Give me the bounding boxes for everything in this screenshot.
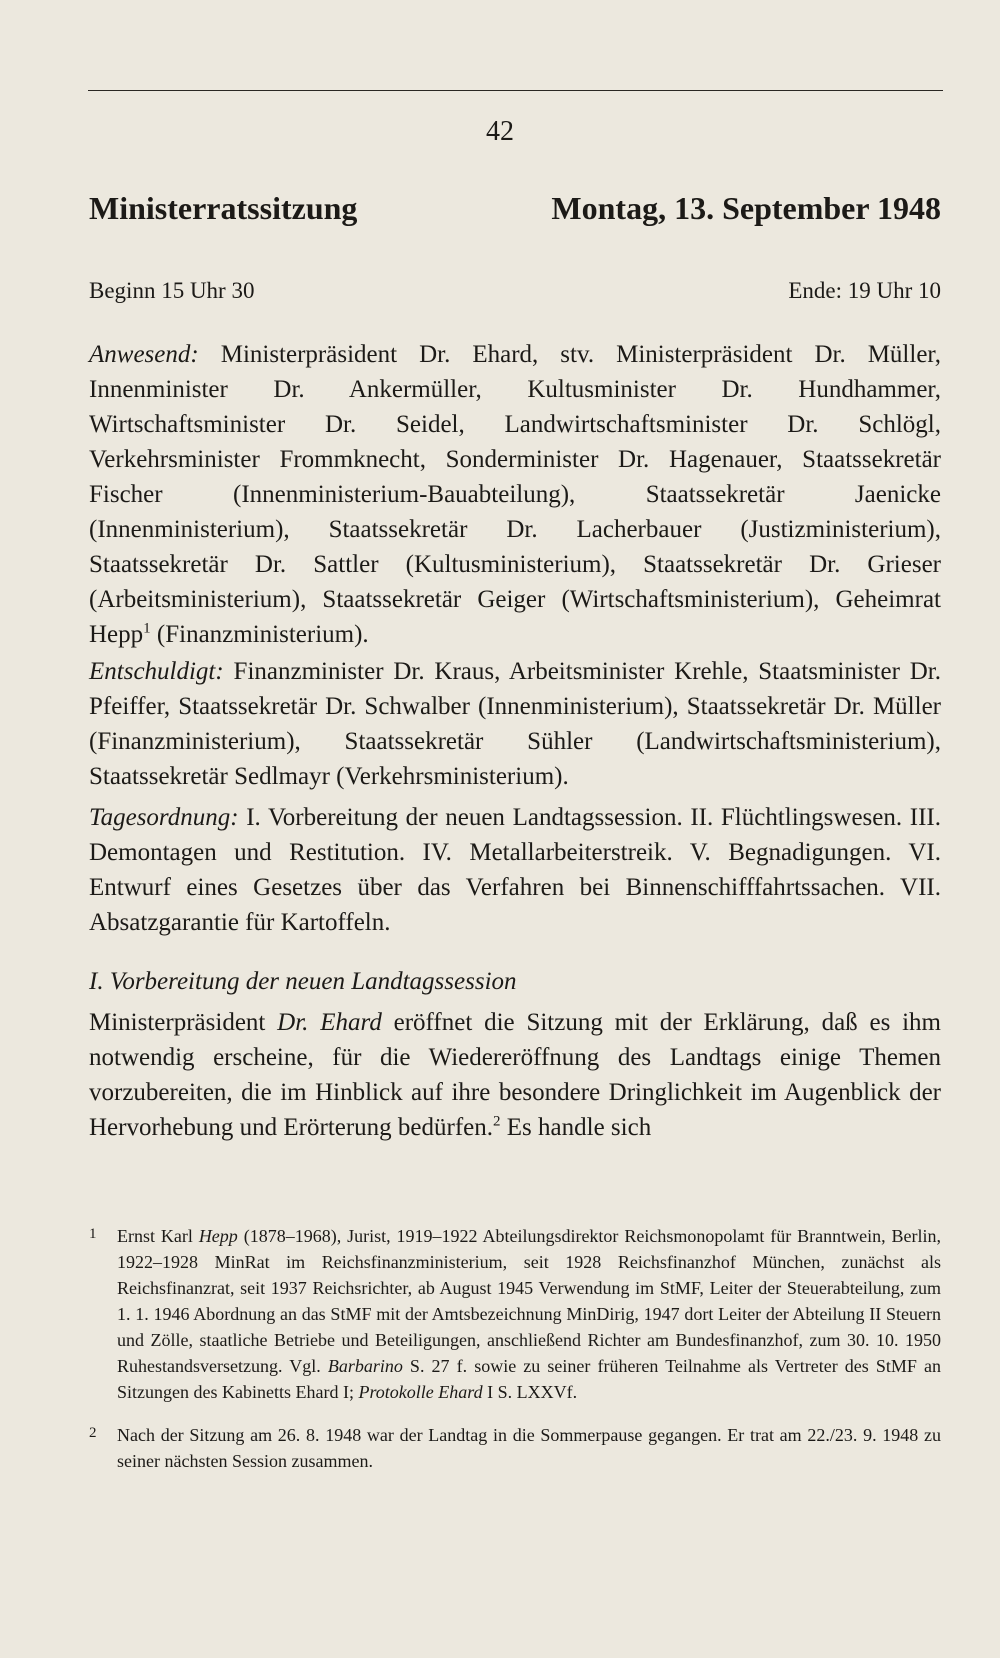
- session-header: [89, 186, 941, 230]
- paragraph-mid: eröffnet die Sitzung mit der Erklärung, daß es ihm notwendig erscheine, für die Wiedereröffnung des Landtags einige Themen vorzubereiten, die im Hinblick auf ihre besondere Dringlichkeit im Augenblick der Hervorhebung und Erörterung bedürfen.: [89, 1009, 941, 1141]
- footnote-part: (1878–1968), Jurist, 1919–1922 Abteilungsdirektor Reichsmonopolamt für Branntwein, Berlin, 1922–1928 MinRat im Reichsfinanzministerium, seit 1928 Reichsfinanzhof München, zunächst als Reichsfinanzrat, seit 1937 Reichsrichter, ab August 1945 Verwendung im StMF, Leiter der Steuerabteilung, zum 1. 1. 1946 Abordnung an das StMF mit der Amtsbezeichnung MinDirig, 1947 dort Leiter der Abteilung II Steuern und Zölle, staatliche Betriebe und Beteiligungen, anschließend Richter am Bundesfinanzhof, zum 30. 10. 1950 Ruhestandsversetzung. Vgl.: [117, 1226, 942, 1376]
- agenda-text: I. Vorbereitung der neuen Landtagssession. II. Flüchtlingswesen. III. Demontagen und Restitution. IV. Metallarbeiterstreik. V. Begnadigungen. VI. Entwurf eines Gesetzes über das Verfahren bei Binnenschifffahrtssachen. VII. Absatzgarantie für Kartoffeln.: [89, 804, 941, 936]
- section-heading: I. Vorbereitung der neuen Landtagssession: [89, 968, 517, 995]
- present-text: Ministerpräsident Dr. Ehard, stv. Ministerpräsident Dr. Müller, Innenminister Dr. Ankermüller, Kultusminister Dr. Hundhammer, Wirtschaftsminister Dr. Seidel, Landwirtschaftsminister Dr. Schlögl, Verkehrsminister Frommknecht, Sonderminister Dr. Hagenauer, Staatssekretär Fischer (Innenministerium-Bauabteilung), Staatssekretär Jaenicke (Innenministerium), Staatssekretär Dr. Lacherbauer (Justizministerium), Staatssekretär Dr. Sattler (Kultusministerium), Staatssekretär Dr. Grieser (Arbeitsministerium), Staatssekretär Geiger (Wirtschaftsministerium), Geheimrat Hepp: [89, 341, 941, 648]
- footnote-ref-1: 1: [143, 620, 151, 637]
- paragraph-start: Ministerpräsident: [89, 1009, 278, 1036]
- agenda-label: Tagesordnung:: [89, 804, 239, 831]
- footnote-number: 2: [89, 1425, 97, 1441]
- footnote-part: Ernst Karl: [117, 1226, 199, 1246]
- footnote-italic-name: Hepp: [198, 1226, 238, 1246]
- header-rule: [88, 90, 943, 91]
- agenda: [89, 800, 941, 940]
- footnote-1: [89, 1223, 941, 1405]
- session-title: Ministerratssitzung: [89, 190, 358, 226]
- footnote-italic-ref: Protokolle Ehard: [358, 1382, 483, 1402]
- session-date: Montag, 13. September 1948: [551, 190, 941, 226]
- page-number: 42: [486, 116, 514, 147]
- footnote-text: [117, 1223, 941, 1405]
- footnote-italic-ref: Barbarino: [327, 1356, 403, 1376]
- time-row: [89, 276, 941, 306]
- attendance-present: [89, 337, 941, 652]
- present-label: Anwesend:: [89, 341, 199, 368]
- footnote-2: [89, 1422, 941, 1474]
- attendance-excused: [89, 654, 941, 794]
- footnote-number: 1: [89, 1226, 97, 1242]
- footnote-text: Nach der Sitzung am 26. 8. 1948 war der Landtag in die Sommerpause gegangen. Er trat am 22./23. 9. 1948 zu seiner nächsten Session zusammen.: [117, 1425, 941, 1471]
- end-time: Ende: 19 Uhr 10: [788, 278, 941, 303]
- section-paragraph: [89, 1005, 941, 1145]
- begin-time: Beginn 15 Uhr 30: [89, 278, 255, 303]
- present-tail: (Finanzministerium).: [150, 621, 369, 648]
- footnote-part: S. 27 f. sowie zu seiner früheren Teilnahme als Vertreter des StMF an Sitzungen des Kabinetts Ehard I;: [117, 1356, 941, 1402]
- footnote-part: I S. LXXVf.: [482, 1382, 578, 1402]
- excused-text: Finanzminister Dr. Kraus, Arbeitsminister Krehle, Staatsminister Dr. Pfeiffer, Staatssekretär Dr. Schwalber (Innenministerium), Staatssekretär Dr. Müller (Finanzministerium), Staatssekretär Sühler (Landwirtschaftsministerium), Staatssekretär Sedlmayr (Verkehrsministerium).: [89, 658, 941, 790]
- excused-label: Entschuldigt:: [89, 658, 224, 685]
- speaker-name: Dr. Ehard: [277, 1009, 382, 1036]
- paragraph-end: Es handle sich: [500, 1114, 652, 1141]
- footnote-ref-2: 2: [493, 1113, 501, 1130]
